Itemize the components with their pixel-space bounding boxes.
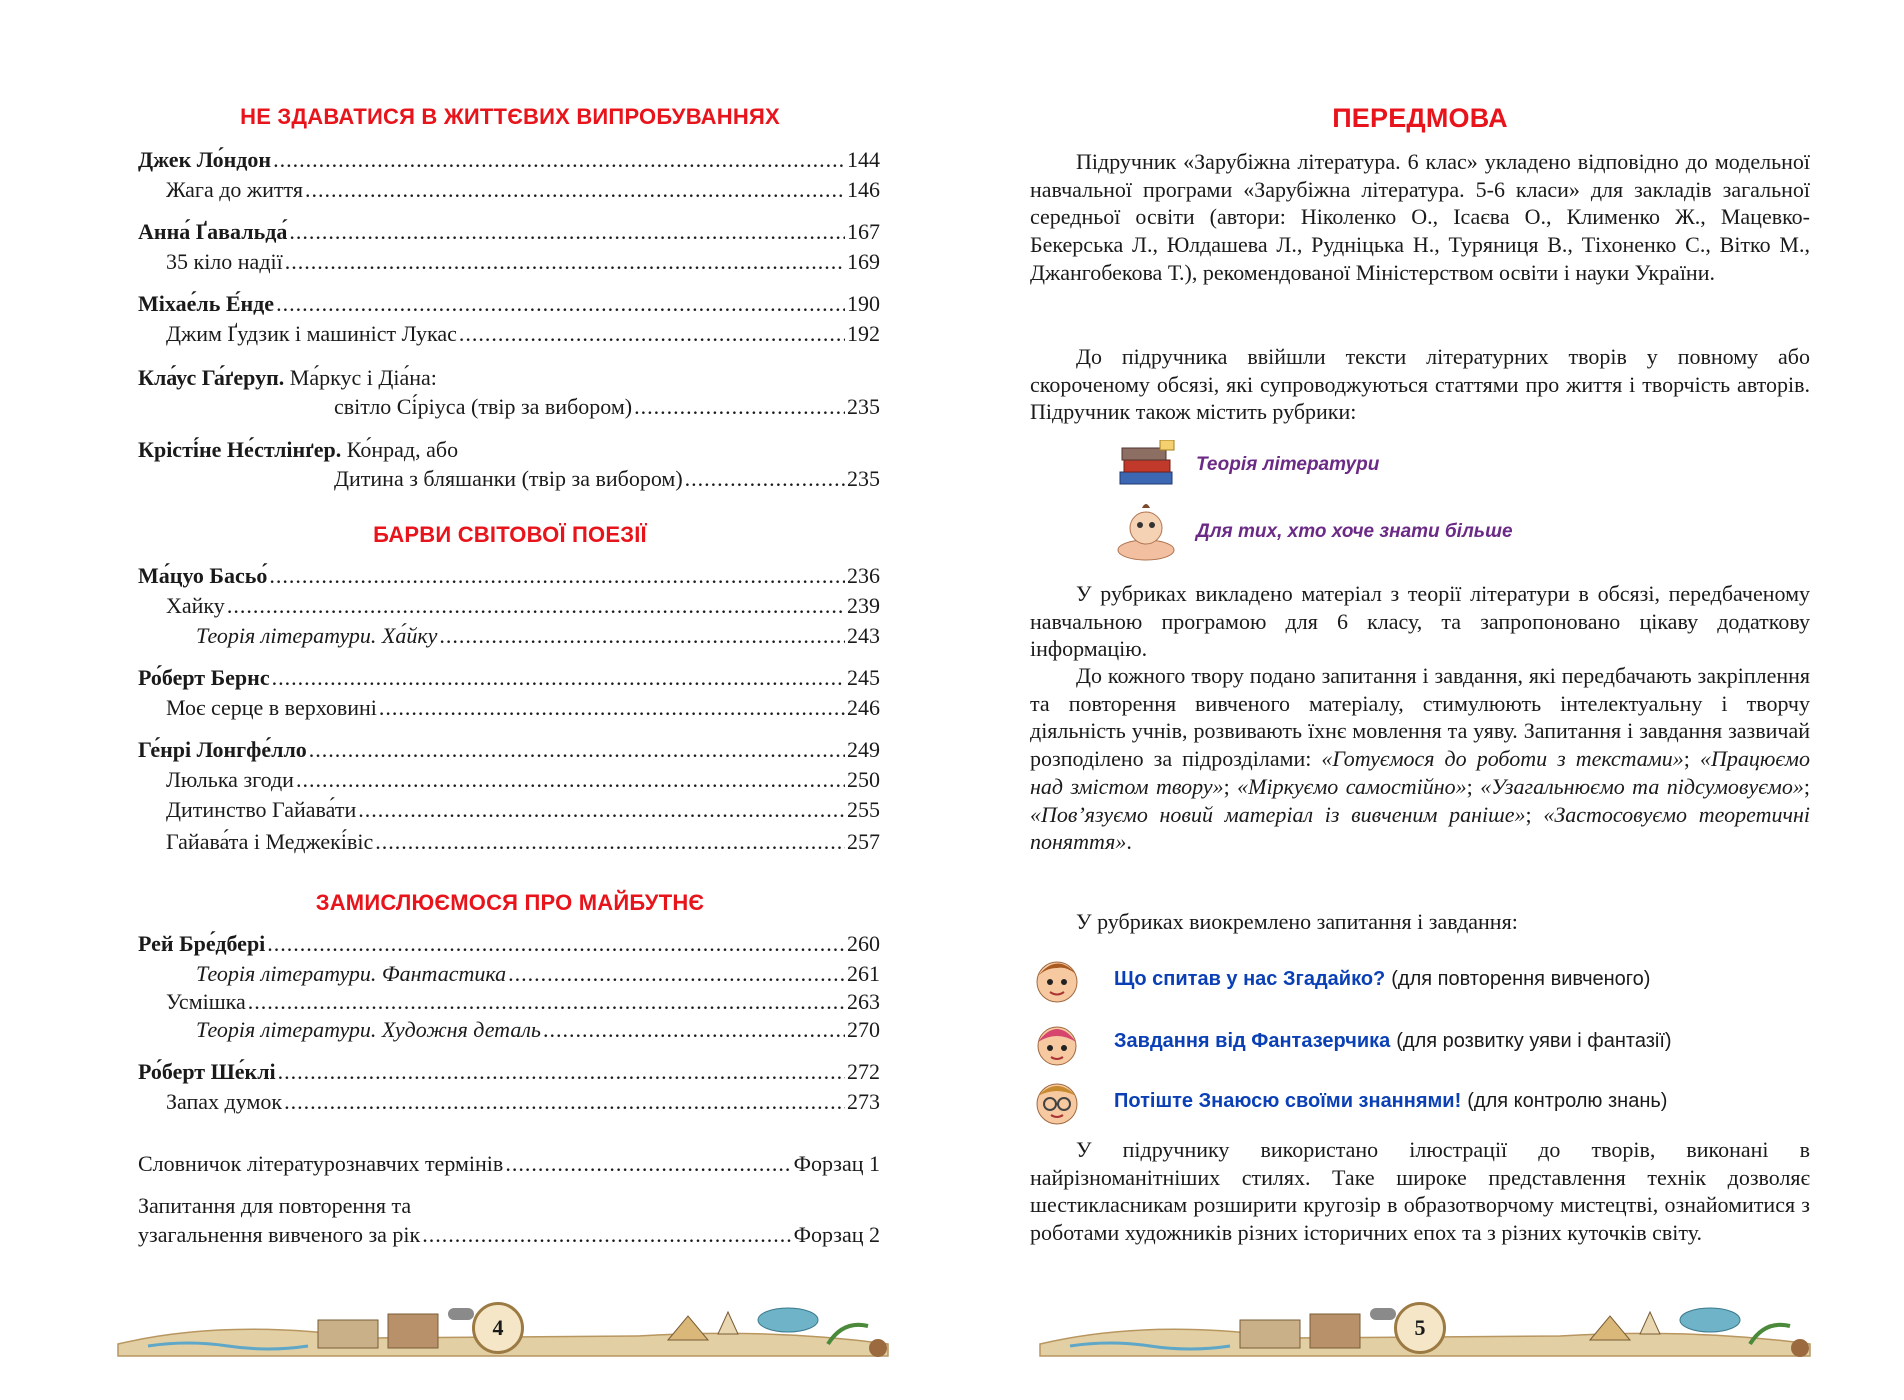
toc-entry: Джим Ґудзик і машиніст Лукас ..... 192 [166,320,880,348]
rubric-more-label: Для тих, хто хоче знати більше [1196,521,1513,542]
toc-entry: Теорія літератури. Художня деталь ..... 270 [196,1016,880,1044]
paragraph: Підручник «Зарубіжна література. 6 клас» укладено відповідно до модельної навчальної програми «Зарубіжна література. 5-6 класи» для закладів загальної середньої освіти (автори: Ніколенко О., Ісаєва О., Клименко Ж., Мацевко-Бекерська Л., Юлдашева Л., Рудніцька Н., Туряниця В., Тіхоненко С., Вітко М., Джангобекова Т.), рекомендованої Міністерством освіти і науки України. [1030,149,1810,285]
rubric-theory-label: Теорія літератури [1196,454,1380,475]
toc-entry: 35 кіло надії ..... 169 [166,248,880,276]
appendix-entry-line1: Запитання для повторення та [138,1193,412,1218]
left-page [120,0,900,1400]
toc-entry: Жага до життя ..... 146 [166,176,880,204]
toc-entry: Гайава́та і Меджекі́віс ..... 257 [166,828,880,856]
page-number: 4 [472,1302,524,1354]
paragraph-rubrics: До кожного твору подано запитання і завдання, які передбачають закріплення та повторення вивченого матеріалу, стимулюють інтелектуальну і творчу діяльність учнів, розвивають їхнє мовлення та уяву. Запитання і завдання зазвичай розподілено за підрозділами: «Готуємося до роботи з текстами»; «Працюємо над змістом твору»; «Міркуємо самостійно»; «Узагальнюємо та підсумовуємо»; «Пов’язуємо новий матеріал із вивченим раніше»; «Застосовуємо теоретичні поняття». [1030,663,1810,855]
paragraph: До підручника ввійшли тексти літературних творів у повному або скороченому обсязі, які супроводжуються статтями про життя і творчість авторів. Підручник також містить рубрики: [1030,344,1810,425]
toc-entry: Дитина з бляшанки (твір за вибором) ..... 235 [334,465,880,493]
question-type-fantazerchyk [1030,1012,1672,1070]
rubric-theory [1114,440,1379,490]
toc-entry: Ге́нрі Лонгфе́лло ..... 249 [138,736,880,764]
toc-entry: Ма́цуо Басьо́ ..... 236 [138,562,880,590]
owl-with-book-icon [1114,500,1178,564]
toc-entry: Анна́ Ґавальда́ ..... 167 [138,218,880,246]
toc-entry: Усмішка ..... 263 [166,988,880,1016]
section-heading: ЗАМИСЛЮЄМОСЯ ПРО МАЙБУТНЄ [315,890,705,915]
question-type-label: Завдання від Фантазерчика [1114,1029,1391,1052]
toc-entry: Джек Ло́ндон ..... 144 [138,146,880,174]
toc-entry: світло Сі́ріуса (твір за вибором) ..... 235 [334,393,880,421]
toc-entry: Запах думок ..... 273 [166,1088,880,1116]
right-page [1030,0,1810,1400]
question-type-note: (для контролю знань) [1467,1089,1668,1112]
appendix-entry: Словничок літературознавчих термінів ..... Форзац 1 [138,1150,880,1178]
toc-entry: Міхае́ль Е́нде ..... 190 [138,290,880,318]
books-icon [1114,440,1178,490]
paragraph: У рубриках викладено матеріал з теорії літератури в обсязі, передбаченому навчальною програмою для 6 класу, та запропоновано цікаву додаткову інформацію. [1030,581,1810,662]
appendix-entry: узагальнення вивченого за рік ..... Форзац 2 [138,1221,880,1249]
question-type-label: Що спитав у нас Згадайко? [1114,967,1386,990]
page-number: 5 [1394,1302,1446,1354]
page-title: ПЕРЕДМОВА [1332,103,1508,133]
toc-entry: Ро́берт Ше́клі ..... 272 [138,1058,880,1086]
boy-character-icon [1030,952,1084,1006]
toc-entry-line1: Крісті́не Не́стлінґер. Ко́нрад, або [138,437,459,462]
girl-character-icon [1030,1012,1084,1070]
paragraph: У рубриках виокремлено запитання і завдання: [1076,909,1518,934]
toc-entry: Люлька згоди ..... 250 [166,766,880,794]
toc-entry: Теорія літератури. Фантастика ..... 261 [196,960,880,988]
toc-entry: Дитинство Гайава́ти ..... 255 [166,796,880,824]
toc-entry: Рей Бре́дбері ..... 260 [138,930,880,958]
question-type-note: (для повторення вивченого) [1391,967,1651,990]
question-type-note: (для розвитку уяви і фантазії) [1396,1029,1672,1052]
question-type-znayusya [1030,1074,1667,1128]
toc-entry: Хайку ..... 239 [166,592,880,620]
question-type-label: Потіште Знаюсю своїми знаннями! [1114,1089,1462,1112]
paragraph: У підручнику використано ілюстрації до творів, виконані в найрізноманітніших стилях. Таке широке представлення технік дозволяє шестикласникам розширити кругозір в образотворчому мистецтві, ознайомитися з роботами художників різних історичних епох та з різних куточків світу. [1030,1137,1810,1246]
toc-entry: Теорія літератури. Ха́йку ..... 243 [196,622,880,650]
glasses-character-icon [1030,1074,1084,1128]
question-type-zgadaiko [1030,952,1650,1006]
toc-entry: Моє серце в верховині ..... 246 [166,694,880,722]
section-heading: НЕ ЗДАВАТИСЯ В ЖИТТЄВИХ ВИПРОБУВАННЯХ [240,104,780,129]
section-heading: БАРВИ СВІТОВОЇ ПОЕЗІЇ [373,522,647,547]
toc-entry-line1: Кла́ус Га́ґеруп. Ма́ркус і Діа́на: [138,365,437,390]
rubric-more [1114,500,1513,564]
toc-entry: Ро́берт Бернс ..... 245 [138,664,880,692]
